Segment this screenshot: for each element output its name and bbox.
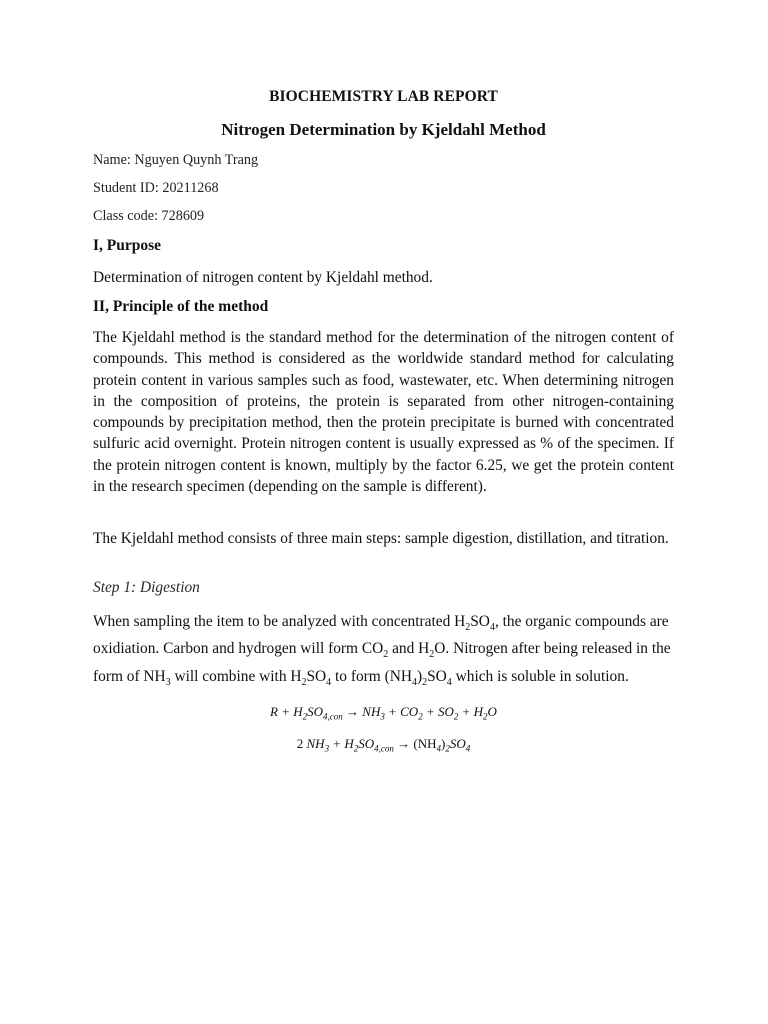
student-id: Student ID: 20211268 <box>93 180 219 196</box>
equation-2: 2 $NH_3 + H_2SO_{4,con} \to (NH_4)_2SO_4$ <box>296 736 471 754</box>
steps-text: The Kjeldahl method consists of three main steps: sample digestion, distillation, and titration. <box>93 530 669 547</box>
class-code: Class code: 728609 <box>93 208 205 224</box>
purpose-heading: I, Purpose <box>93 237 162 254</box>
document-page <box>93 0 674 1024</box>
digestion-text: When sampling the item to be analyzed with concentrated $H_2SO_4$, the organic compounds are oxidiation. Carbon and hydrogen will form $CO_2$ and $H_2O$. Nitrogen after being released in the form of $NH_3$ will combine with $H_2SO_4$ to form $(NH_4)_2SO_4$ which is soluble in solution. <box>93 613 671 688</box>
report-title: BIOCHEMISTRY LAB REPORT <box>269 88 498 105</box>
principle-text: The Kjeldahl method is the standard method for the determination of the nitrogen content of compounds. This method is considered as the worldwide standard method for calculating protein content in various samples such as food, wastewater, etc. When determining nitrogen in the composition of proteins, the protein is separated from other nitrogen-containing compounds by precipitation method, then the protein precipitate is burned with concentrated sulfuric acid overnight. Protein nitrogen content is usually expressed as % of the specimen. If the protein nitrogen content is known, multiply by the factor 6.25, we get the protein content in the research specimen (depending on the sample is different). <box>93 329 674 496</box>
purpose-text: Determination of nitrogen content by Kjeldahl method. <box>93 269 433 286</box>
document-title: Nitrogen Determination by Kjeldahl Method <box>221 120 546 139</box>
student-name: Name: Nguyen Quynh Trang <box>93 152 259 168</box>
equation-1: $R + H_2SO_{4,con} \to NH_3 + CO_2 + SO_2 + H_2O$ <box>270 704 497 722</box>
step1-heading: Step 1: Digestion <box>93 579 200 596</box>
principle-heading: II, Principle of the method <box>93 298 269 315</box>
